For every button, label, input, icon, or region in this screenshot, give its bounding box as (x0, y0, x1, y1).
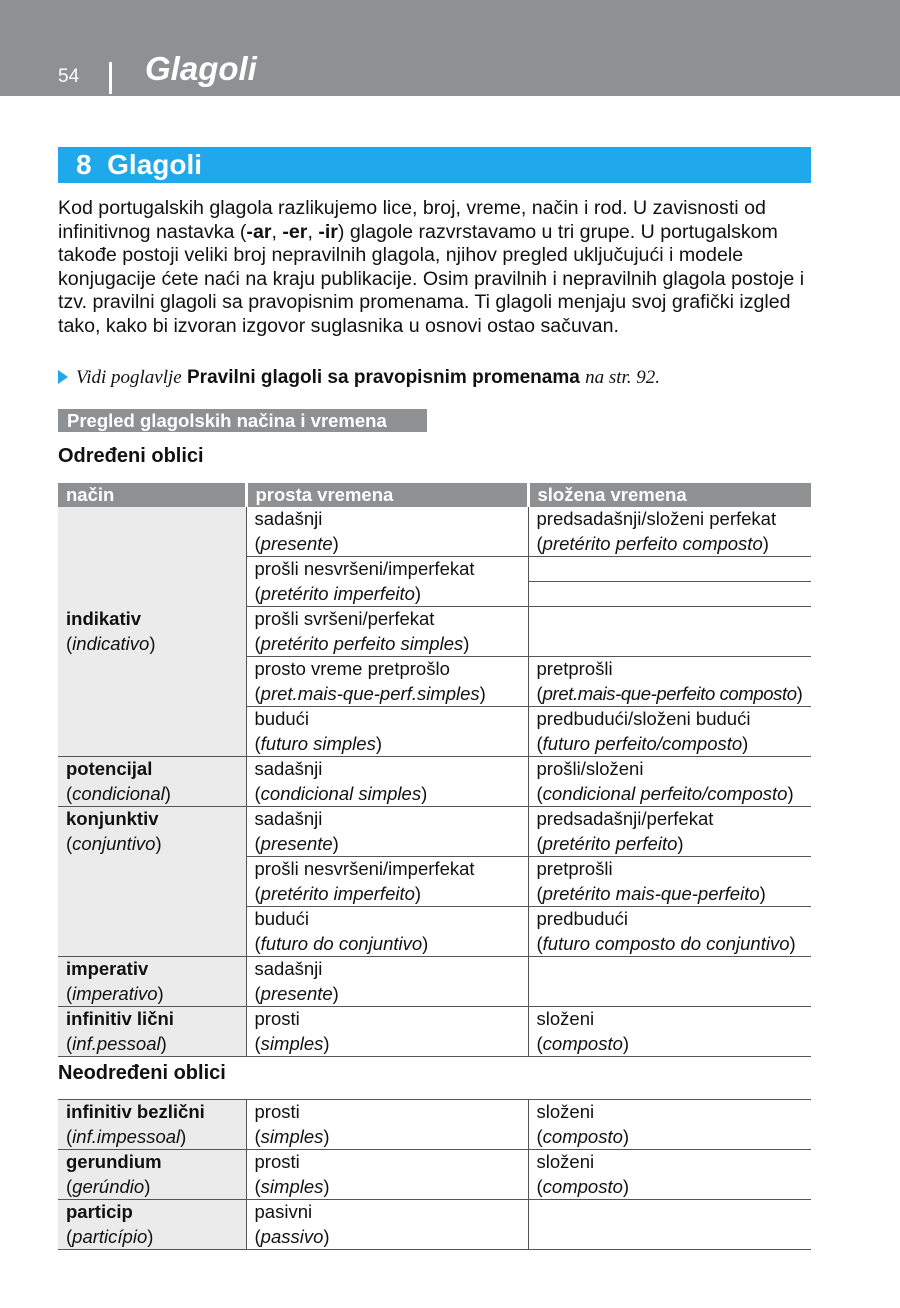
column-header: način (58, 483, 246, 507)
mood-cell: imperativ (imperativo) (58, 957, 246, 1007)
header-separator (109, 62, 112, 94)
simple-form-cell: pasivni (passivo) (246, 1200, 528, 1250)
simple-tense-cell: prošli nesvršeni/imperfekat (pretérito imperfeito) (246, 557, 528, 607)
arrow-right-icon (58, 370, 68, 384)
chapter-title: Glagoli (107, 149, 203, 180)
chapter-heading (58, 147, 811, 183)
compound-tense-cell: pretprošli (pret.mais-que-perfeito composto) (528, 657, 811, 707)
compound-tense-cell (528, 607, 811, 657)
compound-tense-cell: predsadašnji/perfekat (pretérito perfeito) (528, 807, 811, 857)
mood-cell: potencijal (condicional) (58, 757, 246, 807)
form-cell: infinitiv bezlični (inf.impessoal) (58, 1100, 246, 1150)
suffix-ir: -ir (318, 220, 338, 243)
running-title: Glagoli (145, 50, 257, 87)
table-row (58, 507, 811, 557)
simple-tense-cell: sadašnji (presente) (246, 957, 528, 1007)
table-row (58, 807, 811, 857)
table-header-row (58, 483, 811, 507)
intro-paragraph: Kod portugalskih glagola razlikujemo lice, broj, vreme, način i rod. U zavisnosti od infinitivnog nastavka (-ar, -er, -ir) glagole razvrstavamo u tri grupe. U portugalskom takođe postoji veliki broj nepravilnih glagola, njihov pregled uključujući i modele konjugacije ćete naći na kraju publikacije. Osim pravilnih i nepravilnih glagola postoje i tzv. pravilni glagoli sa pravopisnim promenama. Ti glagoli menjaju svoj grafički izgled tako, kako bi izvoran izgovor suglasnika u osnovi ostao sačuvan. (58, 197, 805, 337)
simple-tense-cell: sadašnji (condicional simples) (246, 757, 528, 807)
running-header-bar (0, 0, 900, 96)
simple-tense-cell: prosti (simples) (246, 1007, 528, 1057)
mood-cell: infinitiv lični (inf.pessoal) (58, 1007, 246, 1057)
simple-tense-cell: prošli nesvršeni/imperfekat (pretérito imperfeito) (246, 857, 528, 907)
compound-tense-cell: složeni (composto) (528, 1007, 811, 1057)
page-number: 54 (58, 66, 80, 87)
mood-cell: indikativ (indicativo) (58, 507, 246, 757)
table-row (58, 1007, 811, 1057)
simple-form-cell: prosti (simples) (246, 1150, 528, 1200)
compound-tense-cell: pretprošli (pretérito mais-que-perfeito) (528, 857, 811, 907)
table-row (58, 1200, 811, 1250)
table-row (58, 757, 811, 807)
column-header: složena vremena (528, 483, 811, 507)
table-row (58, 1150, 811, 1200)
compound-tense-cell (528, 557, 811, 607)
compound-tense-cell: predbudući (futuro composto do conjuntivo) (528, 907, 811, 957)
compound-form-cell: složeni (composto) (528, 1100, 811, 1150)
simple-tense-cell: budući (futuro do conjuntivo) (246, 907, 528, 957)
simple-tense-cell: budući (futuro simples) (246, 707, 528, 757)
form-cell: particip (particípio) (58, 1200, 246, 1250)
suffix-er: -er (282, 220, 308, 243)
cross-reference: Vidi poglavlje Pravilni glagoli sa pravopisnim promenama na str. 92. (58, 366, 818, 390)
mood-cell: konjunktiv (conjuntivo) (58, 807, 246, 957)
simple-form-cell: prosti (simples) (246, 1100, 528, 1150)
compound-form-cell (528, 1200, 811, 1250)
compound-tense-cell: predbudući/složeni budući (futuro perfeito/composto) (528, 707, 811, 757)
form-cell: gerundium (gerúndio) (58, 1150, 246, 1200)
definite-forms-table (58, 483, 811, 1057)
compound-tense-cell: prošli/složeni (condicional perfeito/composto) (528, 757, 811, 807)
column-header: prosta vremena (246, 483, 528, 507)
compound-tense-cell (528, 957, 811, 1007)
table-row (58, 1100, 811, 1150)
compound-tense-cell: predsadašnji/složeni perfekat (pretérito perfeito composto) (528, 507, 811, 557)
indefinite-forms-table (58, 1099, 811, 1250)
simple-tense-cell: sadašnji (presente) (246, 507, 528, 557)
simple-tense-cell: prošli svršeni/perfekat (pretérito perfeito simples) (246, 607, 528, 657)
reference-link[interactable]: Pravilni glagoli sa pravopisnim promenama (187, 367, 580, 388)
suffix-ar: -ar (246, 220, 272, 243)
chapter-number: 8 (76, 149, 92, 180)
indefinite-forms-heading: Neodređeni oblici (58, 1062, 226, 1084)
simple-tense-cell: sadašnji (presente) (246, 807, 528, 857)
compound-form-cell: složeni (composto) (528, 1150, 811, 1200)
simple-tense-cell: prosto vreme pretprošlo (pret.mais-que-perf.simples) (246, 657, 528, 707)
table-row (58, 957, 811, 1007)
definite-forms-heading: Određeni oblici (58, 445, 204, 467)
section-title: Pregled glagolskih načina i vremena (58, 409, 427, 432)
